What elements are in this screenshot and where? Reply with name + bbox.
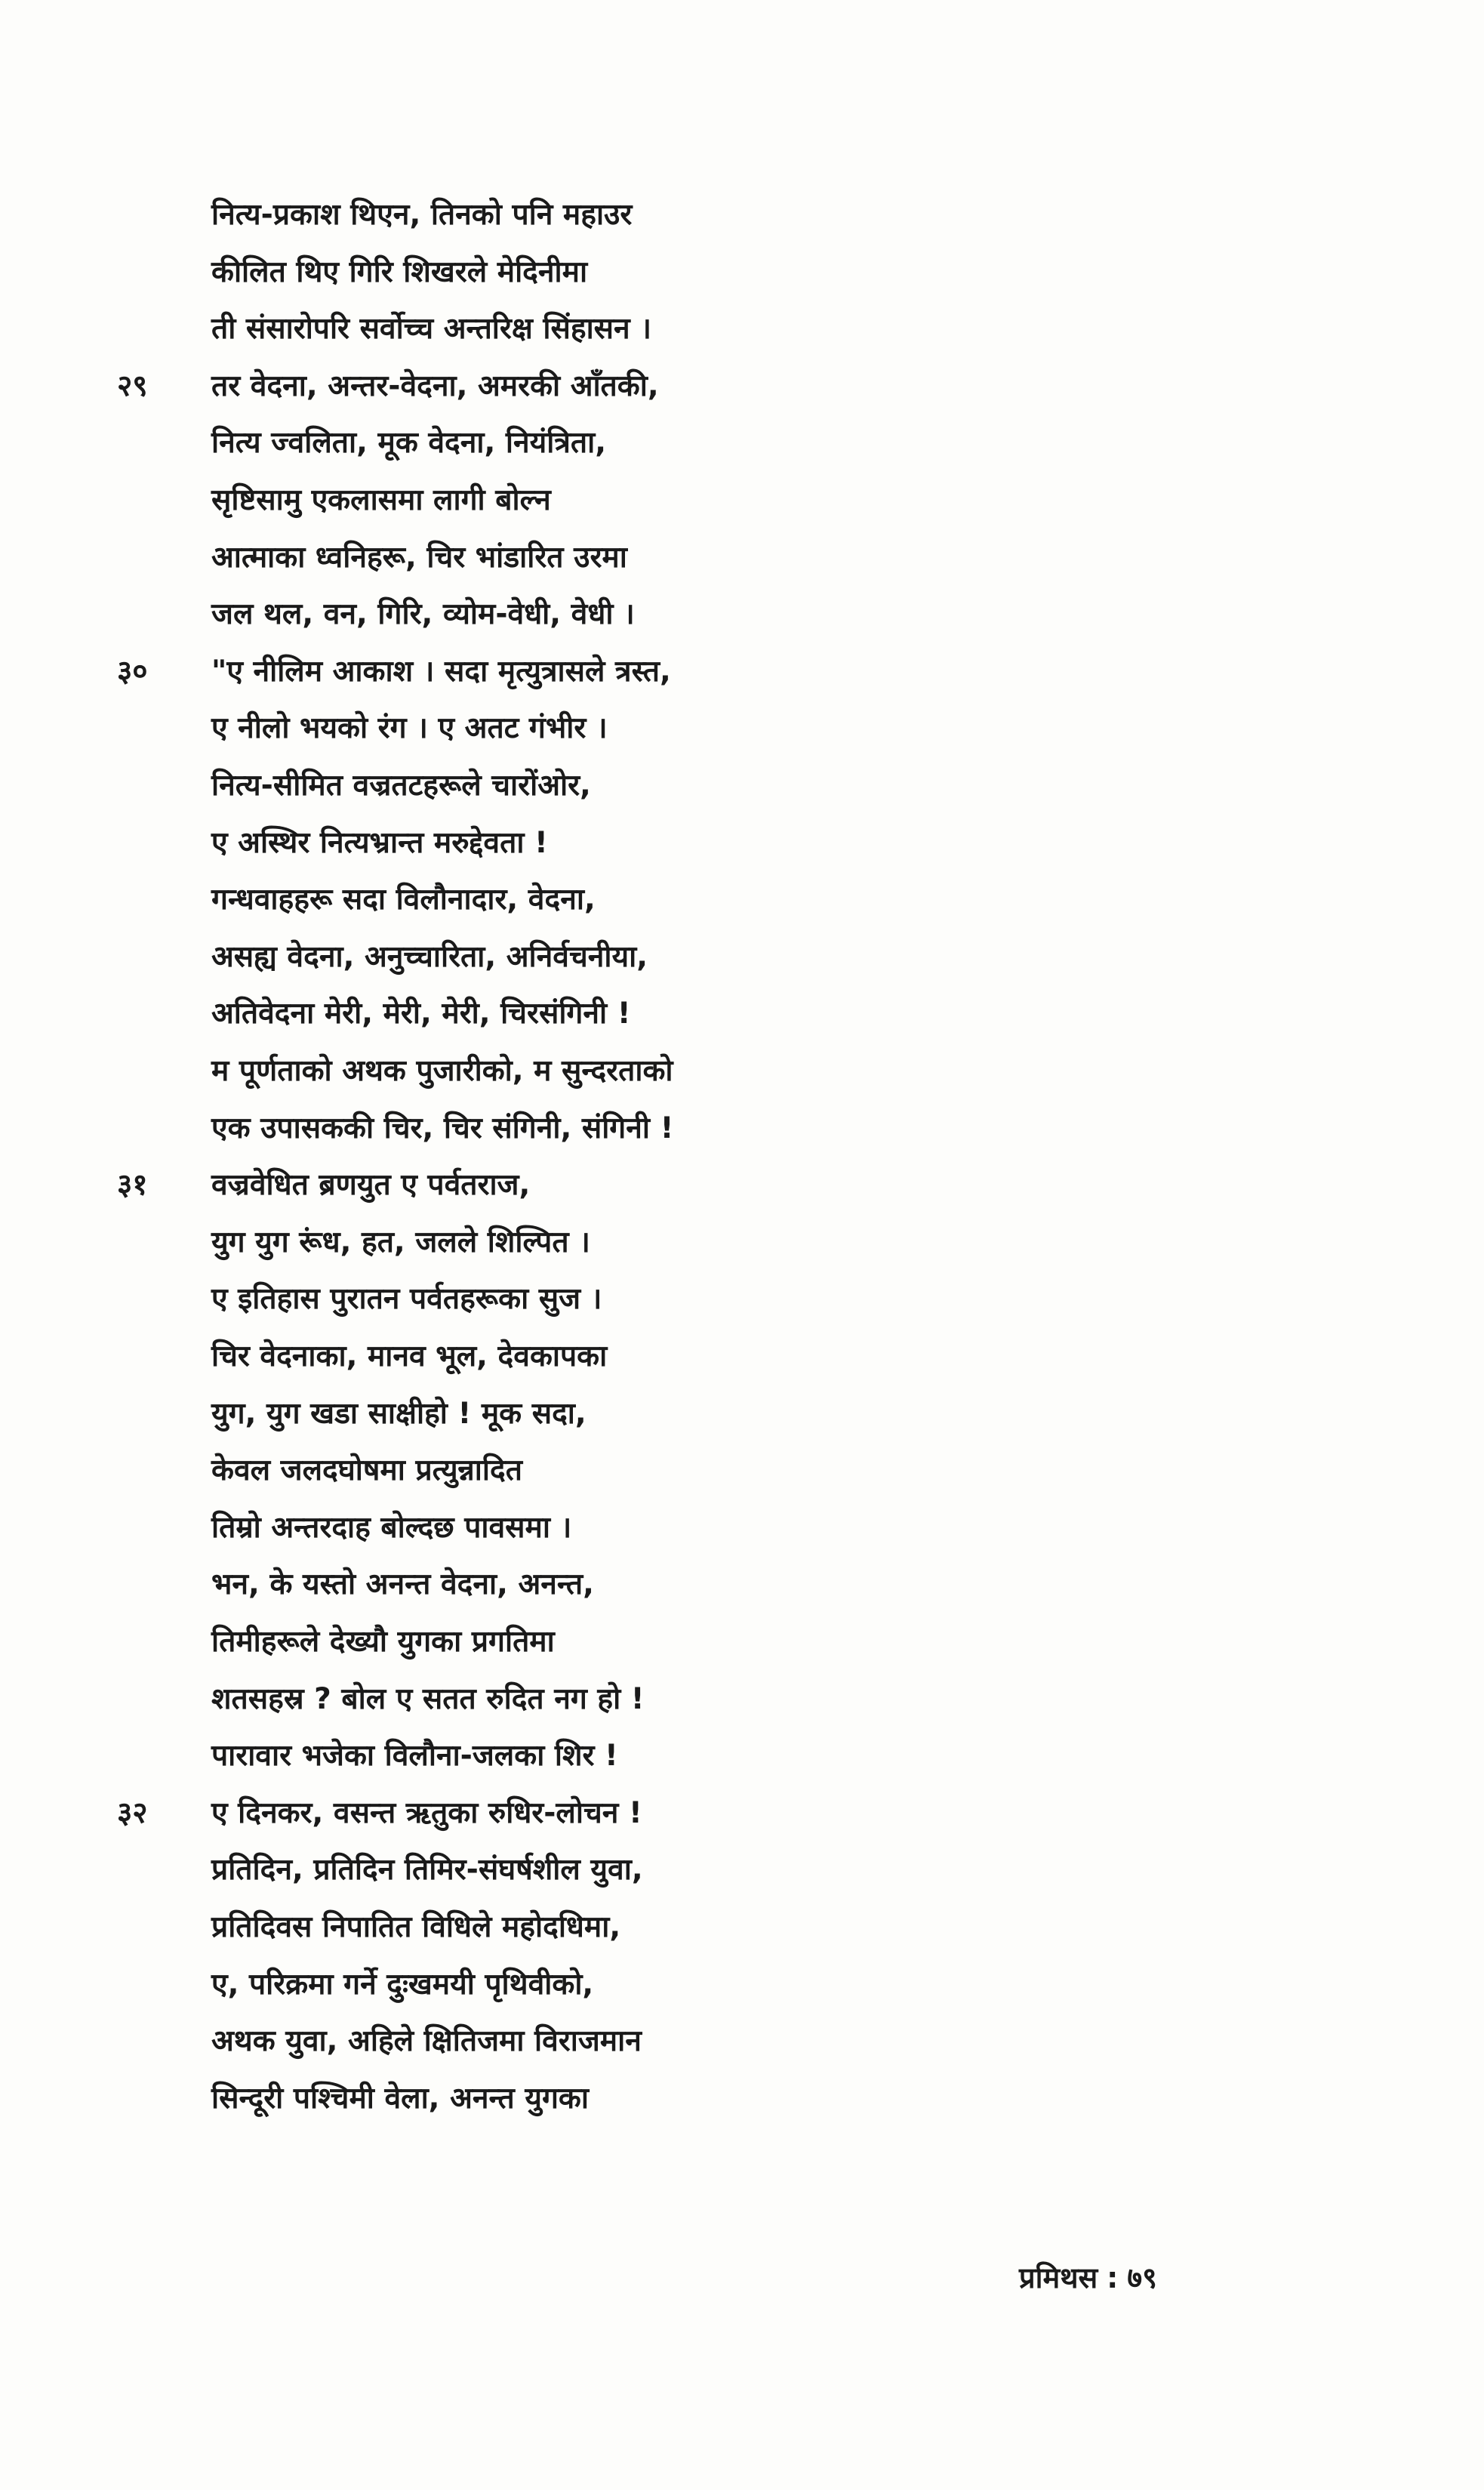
poem-line: सृष्टिसामु एकलासमा लागी बोल्न: [211, 483, 551, 517]
poem-line: अथक युवा, अहिले क्षितिजमा विराजमान: [211, 2024, 642, 2059]
poem-line: असह्य वेदना, अनुच्चारिता, अनिर्वचनीया,: [211, 939, 648, 974]
poem-line: केवल जलदघोषमा प्रत्युन्नादित: [211, 1453, 522, 1488]
poem-line: प्रतिदिन, प्रतिदिन तिमिर-संघर्षशील युवा,: [211, 1853, 643, 1888]
poem-line: ए अस्थिर नित्यभ्रान्त मरुद्देवता !: [211, 825, 548, 860]
poem-line: युग, युग खडा साक्षीहो ! मूक सदा,: [211, 1396, 587, 1431]
stanza-number: २९: [117, 368, 148, 403]
poem-line: म पूर्णताको अथक पुजारीको, म सुन्दरताको: [211, 1054, 673, 1088]
poem-line: "ए नीलिम आकाश । सदा मृत्युत्रासले त्रस्त,: [211, 654, 671, 689]
poem-line: जल थल, वन, गिरि, व्योम-वेधी, वेधी ।: [211, 597, 635, 632]
footer-title: प्रमिथस: [1019, 2261, 1098, 2294]
poem-line: प्रतिदिवस निपातित विधिले महोदधिमा,: [211, 1910, 621, 1944]
page-footer: [1019, 2257, 1157, 2297]
poem-line: ए इतिहास पुरातन पर्वतहरूका सुज ।: [211, 1282, 602, 1317]
poem-line: भन, के यस्तो अनन्त वेदना, अनन्त,: [211, 1567, 594, 1602]
poem-line: ए दिनकर, वसन्त ऋतुका रुधिर-लोचन !: [211, 1795, 642, 1830]
poem-line: शतसहस्र ? बोल ए सतत रुदित नग हो !: [211, 1681, 645, 1716]
poem-line: चिर वेदनाका, मानव भूल, देवकापका: [211, 1339, 608, 1373]
poem-line: आत्माका ध्वनिहरू, चिर भांडारित उरमा: [211, 540, 627, 575]
poem-line: अतिवेदना मेरी, मेरी, मेरी, चिरसंगिनी !: [211, 997, 631, 1031]
poem-line: वज्रवेधित ब्रणयुत ए पर्वतराज,: [211, 1168, 531, 1203]
poem-line: ती संसारोपरि सर्वोच्च अन्तरिक्ष सिंहासन ।: [211, 312, 652, 347]
poem-line: नित्य-सीमित वज्रतटहरूले चारोंओर,: [211, 769, 591, 803]
footer-separator: :: [1107, 2261, 1119, 2294]
stanza-number: ३०: [117, 654, 148, 689]
poem-line: कीलित थिए गिरि शिखरले मेदिनीमा: [211, 254, 588, 289]
page-number: ७९: [1127, 2261, 1157, 2294]
poem-line: नित्य ज्वलिता, मूक वेदना, नियंत्रिता,: [211, 426, 607, 461]
stanza-number: ३२: [117, 1795, 148, 1830]
poem-line: तिम्रो अन्तरदाह बोल्दछ पावसमा ।: [211, 1510, 572, 1545]
poem-line: नित्य-प्रकाश थिएन, तिनको पनि महाउर: [211, 198, 633, 232]
stanza-number: ३१: [117, 1168, 148, 1203]
poem-line: सिन्दूरी पश्चिमी वेला, अनन्त युगका: [211, 2081, 589, 2116]
poem-line: तिमीहरूले देख्यौ युगका प्रगतिमा: [211, 1625, 555, 1659]
poem-line: एक उपासककी चिर, चिर संगिनी, संगिनी !: [211, 1111, 674, 1145]
poem-line: तर वेदना, अन्तर-वेदना, अमरकी आँतकी,: [211, 368, 659, 403]
poem-line: ए नीलो भयको रंग । ए अतट गंभीर ।: [211, 711, 608, 746]
poem-line: गन्धवाहहरू सदा विलौनादार, वेदना,: [211, 883, 596, 917]
poem-line: पारावार भजेका विलौना-जलका शिर !: [211, 1739, 618, 1774]
poem-line: युग युग रूंध, हत, जलले शिल्पित ।: [211, 1225, 590, 1259]
poem-line: ए, परिक्रमा गर्ने दुःखमयी पृथिवीको,: [211, 1967, 594, 2002]
